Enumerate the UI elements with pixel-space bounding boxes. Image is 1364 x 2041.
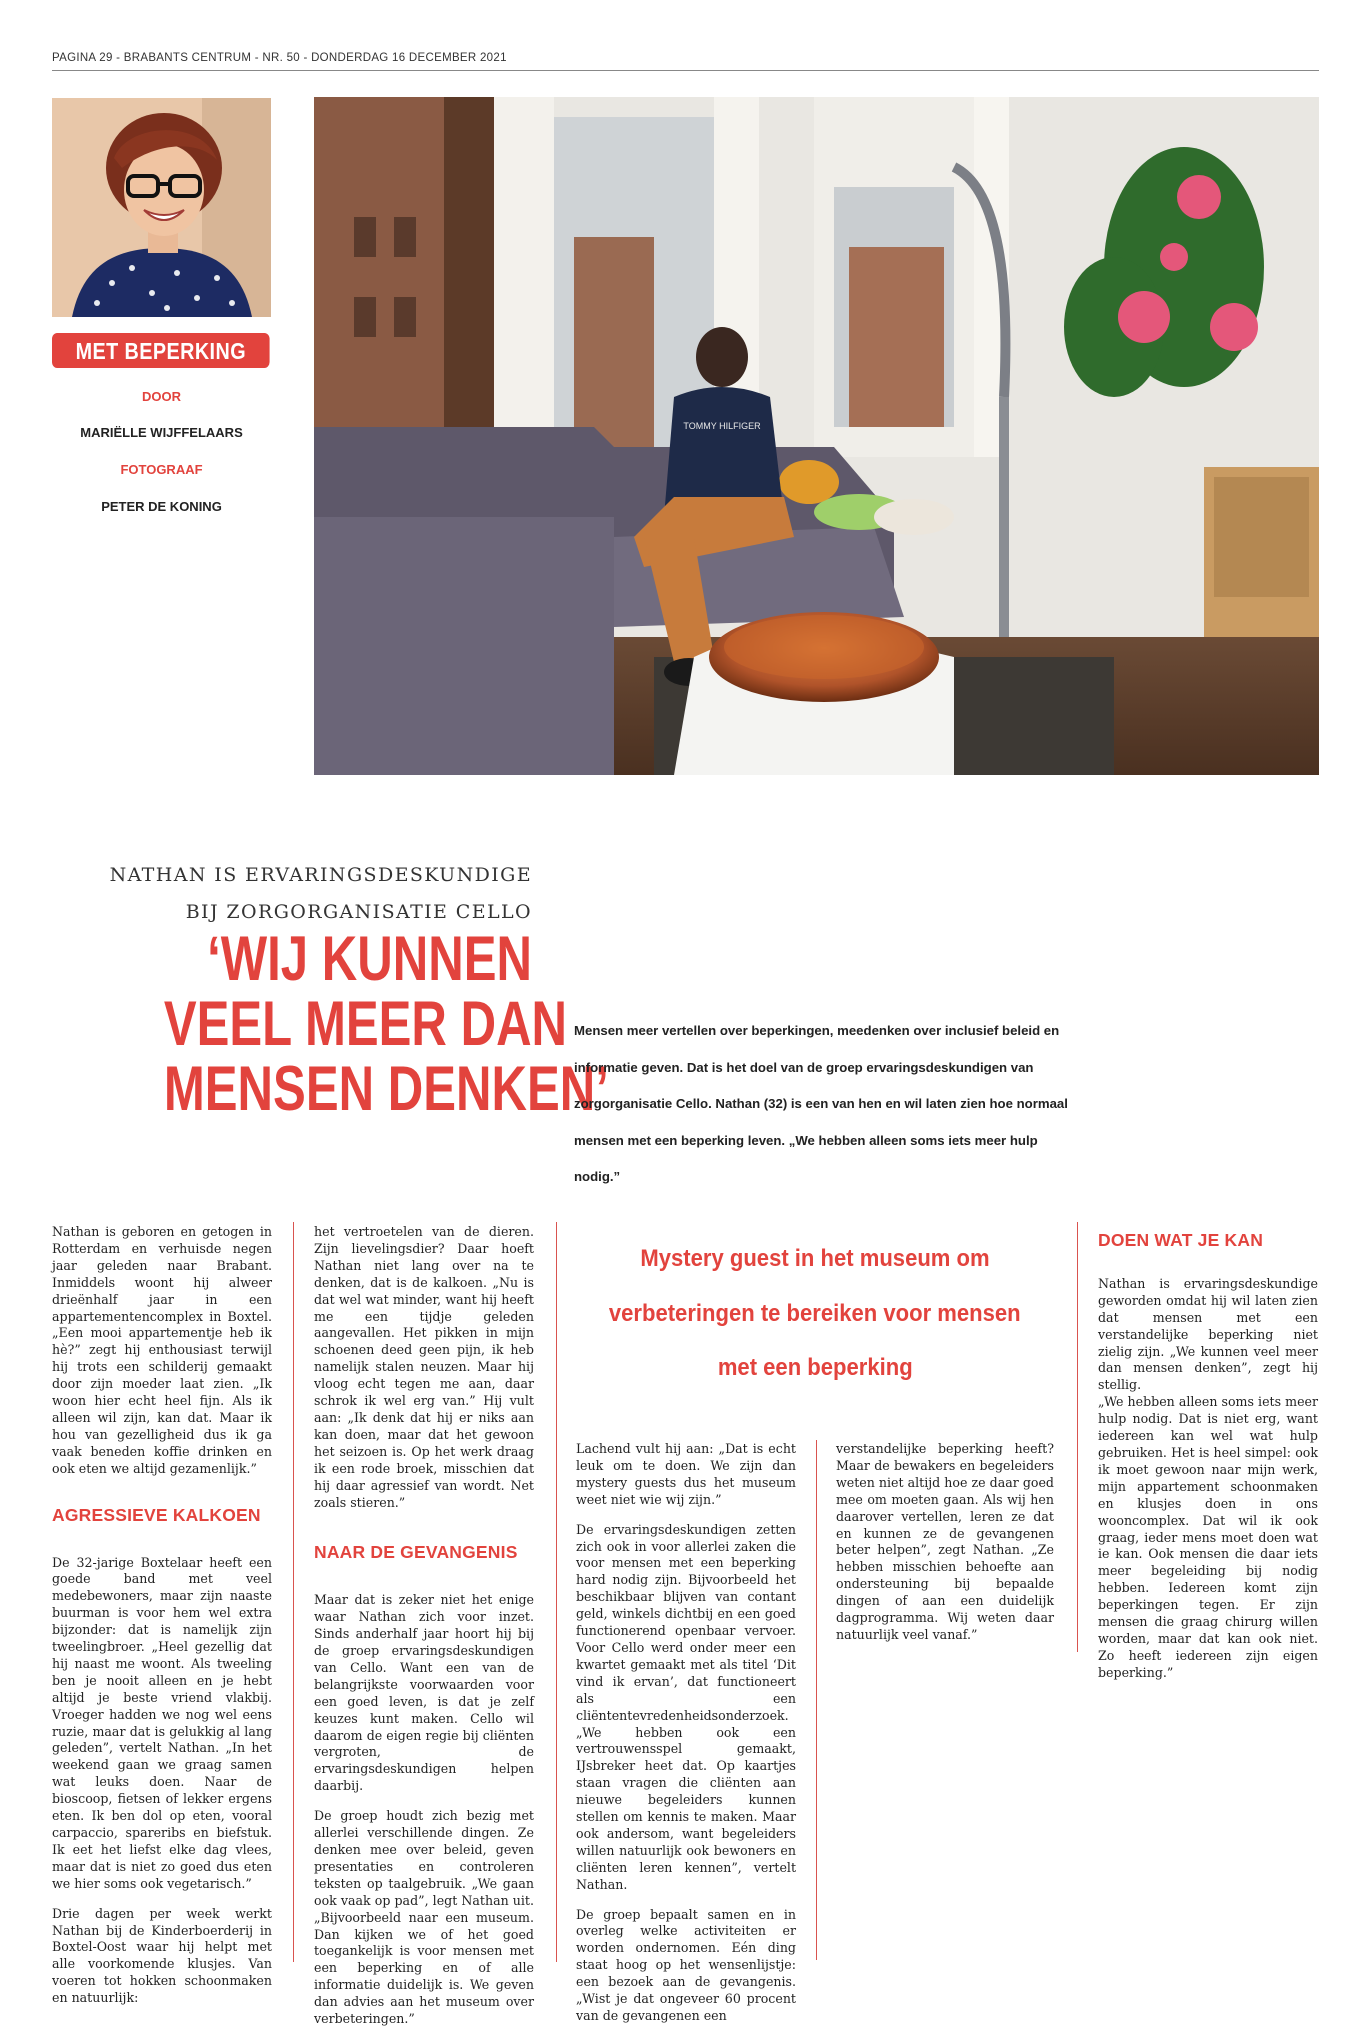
header-divider bbox=[52, 70, 1319, 71]
paragraph: Nathan is ervaringsdeskundige geworden omdat hij wil laten zien dat mensen met een verstandelijke beperking niet zielig zijn. „We kunnen veel meer dan mensen denken”, zegt hij stellig. bbox=[1098, 1275, 1318, 1393]
headline bbox=[60, 924, 609, 1124]
pull-quote bbox=[576, 1232, 1054, 1396]
subhead-naar-de-gevangenis: NAAR DE GEVANGENIS bbox=[314, 1542, 518, 1563]
pull-quote-line-1: Mystery guest in het museum om bbox=[640, 1245, 990, 1272]
paragraph: het vertroetelen van de dieren. Zijn lievelingsdier? Daar hoeft Nathan niet lang over na te denken, dat is de kalkoen. „Nu is dat wel wat minder, want hij heeft me een tijdje geleden aangevallen. Het pikken in mijn schoenen deed geen pijn, ik heb namelijk stalen neuzen. Maar hij vloog echt tegen me aan, daar schrok ik wel erg van.” Hij vult aan: „Ik denk dat hij er niks aan kan doen, maar dat het gewoon het seizoen is. Op het werk draag ik een rode broek, misschien dat hij daar agressief van wordt. Net zoals stieren.” bbox=[314, 1224, 534, 1510]
paragraph: Nathan is geboren en getogen in Rotterdam en verhuisde negen jaar geleden naar Brabant. Inmiddels woont hij alweer drieënhalf jaar in een appartementencomplex in Boxtel. „Een mooi appartementje heb ik hè?” zegt hij enthousiast terwijl hij trots een schilderij gemaakt door zijn moeder laat zien. „Ik woon hier echt heel fijn. Als ik alleen wil zijn, kan dat. Maar ik hou van gezelligheid dus ik ga vaak beneden koffie drinken en ook eten we altijd gezamenlijk.” bbox=[52, 1224, 272, 1476]
author-name: MARIËLLE WIJFFELAARS bbox=[80, 425, 243, 440]
column-divider bbox=[293, 1222, 294, 1962]
author-label: DOOR bbox=[142, 389, 181, 404]
paragraph: De 32-jarige Boxtelaar heeft een goede band met veel medebewoners, maar zijn naaste buurman is voor hem wel extra bijzonder: dat is namelijk zijn tweelingbroer. „Heel gezellig dat hij naast me woont. Als tweeling ben je nooit alleen en je hebt altijd je beste vriend vlakbij. Vroeger hadden we nog wel eens ruzie, maar dat is gelukkig al lang geleden”, vertelt Nathan. „In het weekend gaan we graag samen wat leuks doen. Naar de bioscoop, fietsen of lekker ergens eten. Ik ben dol op eten, vooral carpaccio, spareribs en biefstuk. Ik eet het liefst elke dag vlees, maar dat is niet zo goed dus eten we hier soms ook vegetarisch.” bbox=[52, 1554, 272, 1891]
pull-quote-line-3: met een beperking bbox=[717, 1354, 913, 1381]
headline-line-2: VEEL MEER DAN bbox=[163, 989, 568, 1059]
article-column-2 bbox=[314, 1224, 534, 2041]
subhead-agressieve-kalkoen: AGRESSIEVE KALKOEN bbox=[52, 1504, 261, 1525]
kicker-line-1: NATHAN IS ERVARINGSDESKUNDIGE bbox=[109, 864, 532, 886]
intro-paragraph: Mensen meer vertellen over beperkingen, meedenken over inclusief beleid en informatie geven. Dat is het doel van de groep ervaringsdeskundigen van zorgorganisatie Cello. Nathan (32) is een van hen en wil laten zien hoe normaal mensen met een beperking leven. „We hebben alleen soms iets meer hulp nodig.” bbox=[574, 1023, 1068, 1184]
subhead-doen-wat-je-kan: DOEN WAT JE KAN bbox=[1098, 1230, 1264, 1250]
paragraph: Lachend vult hij aan: „Dat is echt leuk om te doen. We zijn dan mystery guests dus het museum weet niet wie wij zijn.” bbox=[576, 1441, 796, 1507]
article-column-3 bbox=[576, 1441, 796, 2038]
paragraph: Drie dagen per week werkt Nathan bij de Kinderboerderij in Boxtel-Oost waar hij helpt met alle voorkomende klusjes. Van voeren tot hokken schoonmaken en natuurlijk: bbox=[52, 1905, 272, 2006]
main-photo bbox=[314, 97, 1319, 775]
headline-line-1: ‘WIJ KUNNEN bbox=[207, 924, 532, 994]
column-divider bbox=[556, 1222, 557, 1962]
paragraph: verstandelijke beperking heeft? Maar de bewakers en begeleiders weten niet altijd hoe ze daar goed mee om moeten gaan. Als wij hen daarover vertellen, leren ze dat en kunnen ze de gevangenen beter helpen”, zegt Nathan. „Ze hebben misschien behoefte aan ondersteuning bij bepaalde dingen of aan een duidelijk dagprogramma. Wij weten daar natuurlijk veel vanaf.” bbox=[836, 1441, 1054, 1642]
article-column-5 bbox=[1098, 1232, 1318, 1695]
sweatshirt-text: TOMMY HILFIGER bbox=[683, 421, 761, 431]
paragraph: De ervaringsdeskundigen zetten zich ook in voor allerlei zaken die voor mensen met een beperking hard nodig zijn. Bijvoorbeeld het beschikbaar blijven van contant geld, winkels dichtbij en een goed functionerend openbaar vervoer. Voor Cello werd onder meer een kwartet gemaakt met als titel ‘Dit vind ik ervan’, dat functioneert als een cliëntentevredenheidsonderzoek. „We hebben ook een vertrouwensspel gemaakt, IJsbreker heet dat. Op kaartjes staan vragen die cliënten aan nieuwe begeleiders kunnen stellen om kennis te maken. Maar ook andersom, want begeleiders willen natuurlijk ook bewoners en cliënten leren kennen”, vertelt Nathan. bbox=[576, 1521, 796, 1892]
article-column-4 bbox=[836, 1441, 1054, 1657]
section-badge: MET BEPERKING bbox=[52, 333, 270, 368]
column-divider bbox=[1077, 1222, 1078, 1652]
page-header: PAGINA 29 - BRABANTS CENTRUM - NR. 50 - DONDERDAG 16 DECEMBER 2021 bbox=[52, 52, 507, 64]
paragraph: De groep houdt zich bezig met allerlei verschillende dingen. Ze denken mee over beleid, geven presentaties en controleren teksten op taalgebruik. „We gaan ook vaak op pad”, legt Nathan uit. „Bijvoorbeeld naar een museum. Dan kijken we of het goed toegankelijk is voor mensen met een beperking en of alle informatie duidelijk is. We geven dan advies aan het museum over verbeteringen.” bbox=[314, 1808, 534, 2027]
photographer-label: FOTOGRAAF bbox=[120, 462, 203, 477]
author-portrait bbox=[52, 98, 271, 317]
paragraph: De groep bepaalt samen en in overleg welke activiteiten er worden ondernomen. Eén ding staat hoog op het wensenlijstje: een bezoek aan de gevangenis. „Wist je dat ongeveer 60 procent van de gevangenen een bbox=[576, 1906, 796, 2023]
headline-line-3: MENSEN DENKEN’ bbox=[163, 1054, 609, 1124]
paragraph: „We hebben alleen soms iets meer hulp nodig. Dat is niet erg, want iedereen kan wel wat hulp gebruiken. Het is heel simpel: ook ik moet gewoon naar mijn werk, mijn appartement schoonmaken en klusjes doen in ons wooncomplex. Dat wil ik ook graag, ieder mens moet doen wat ie kan. Ook mensen die daar iets meer begeleiding bij nodig hebben. Iedereen komt zijn beperkingen tegen. Er zijn mensen die graag chirurg willen worden, maar dat kan ook niet. Zo heeft iedereen zijn eigen beperking.” bbox=[1098, 1394, 1318, 1680]
pull-quote-line-2: verbeteringen te bereiken voor mensen bbox=[609, 1299, 1021, 1327]
column-divider bbox=[816, 1440, 817, 1960]
article-column-1 bbox=[52, 1224, 272, 2020]
kicker-line-2: BIJ ZORGORGANISATIE CELLO bbox=[185, 901, 532, 923]
photographer-name: PETER DE KONING bbox=[101, 499, 222, 514]
paragraph: Maar dat is zeker niet het enige waar Nathan zich voor inzet. Sinds anderhalf jaar hoort hij bij de groep ervaringsdeskundigen van Cello. Want een van de belangrijkste voorwaarden voor een goed leven, is dat je zelf keuzes kunt maken. Cello wil daarom de eigen regie bij cliënten vergroten, de ervaringsdeskundigen helpen daarbij. bbox=[314, 1592, 534, 1794]
